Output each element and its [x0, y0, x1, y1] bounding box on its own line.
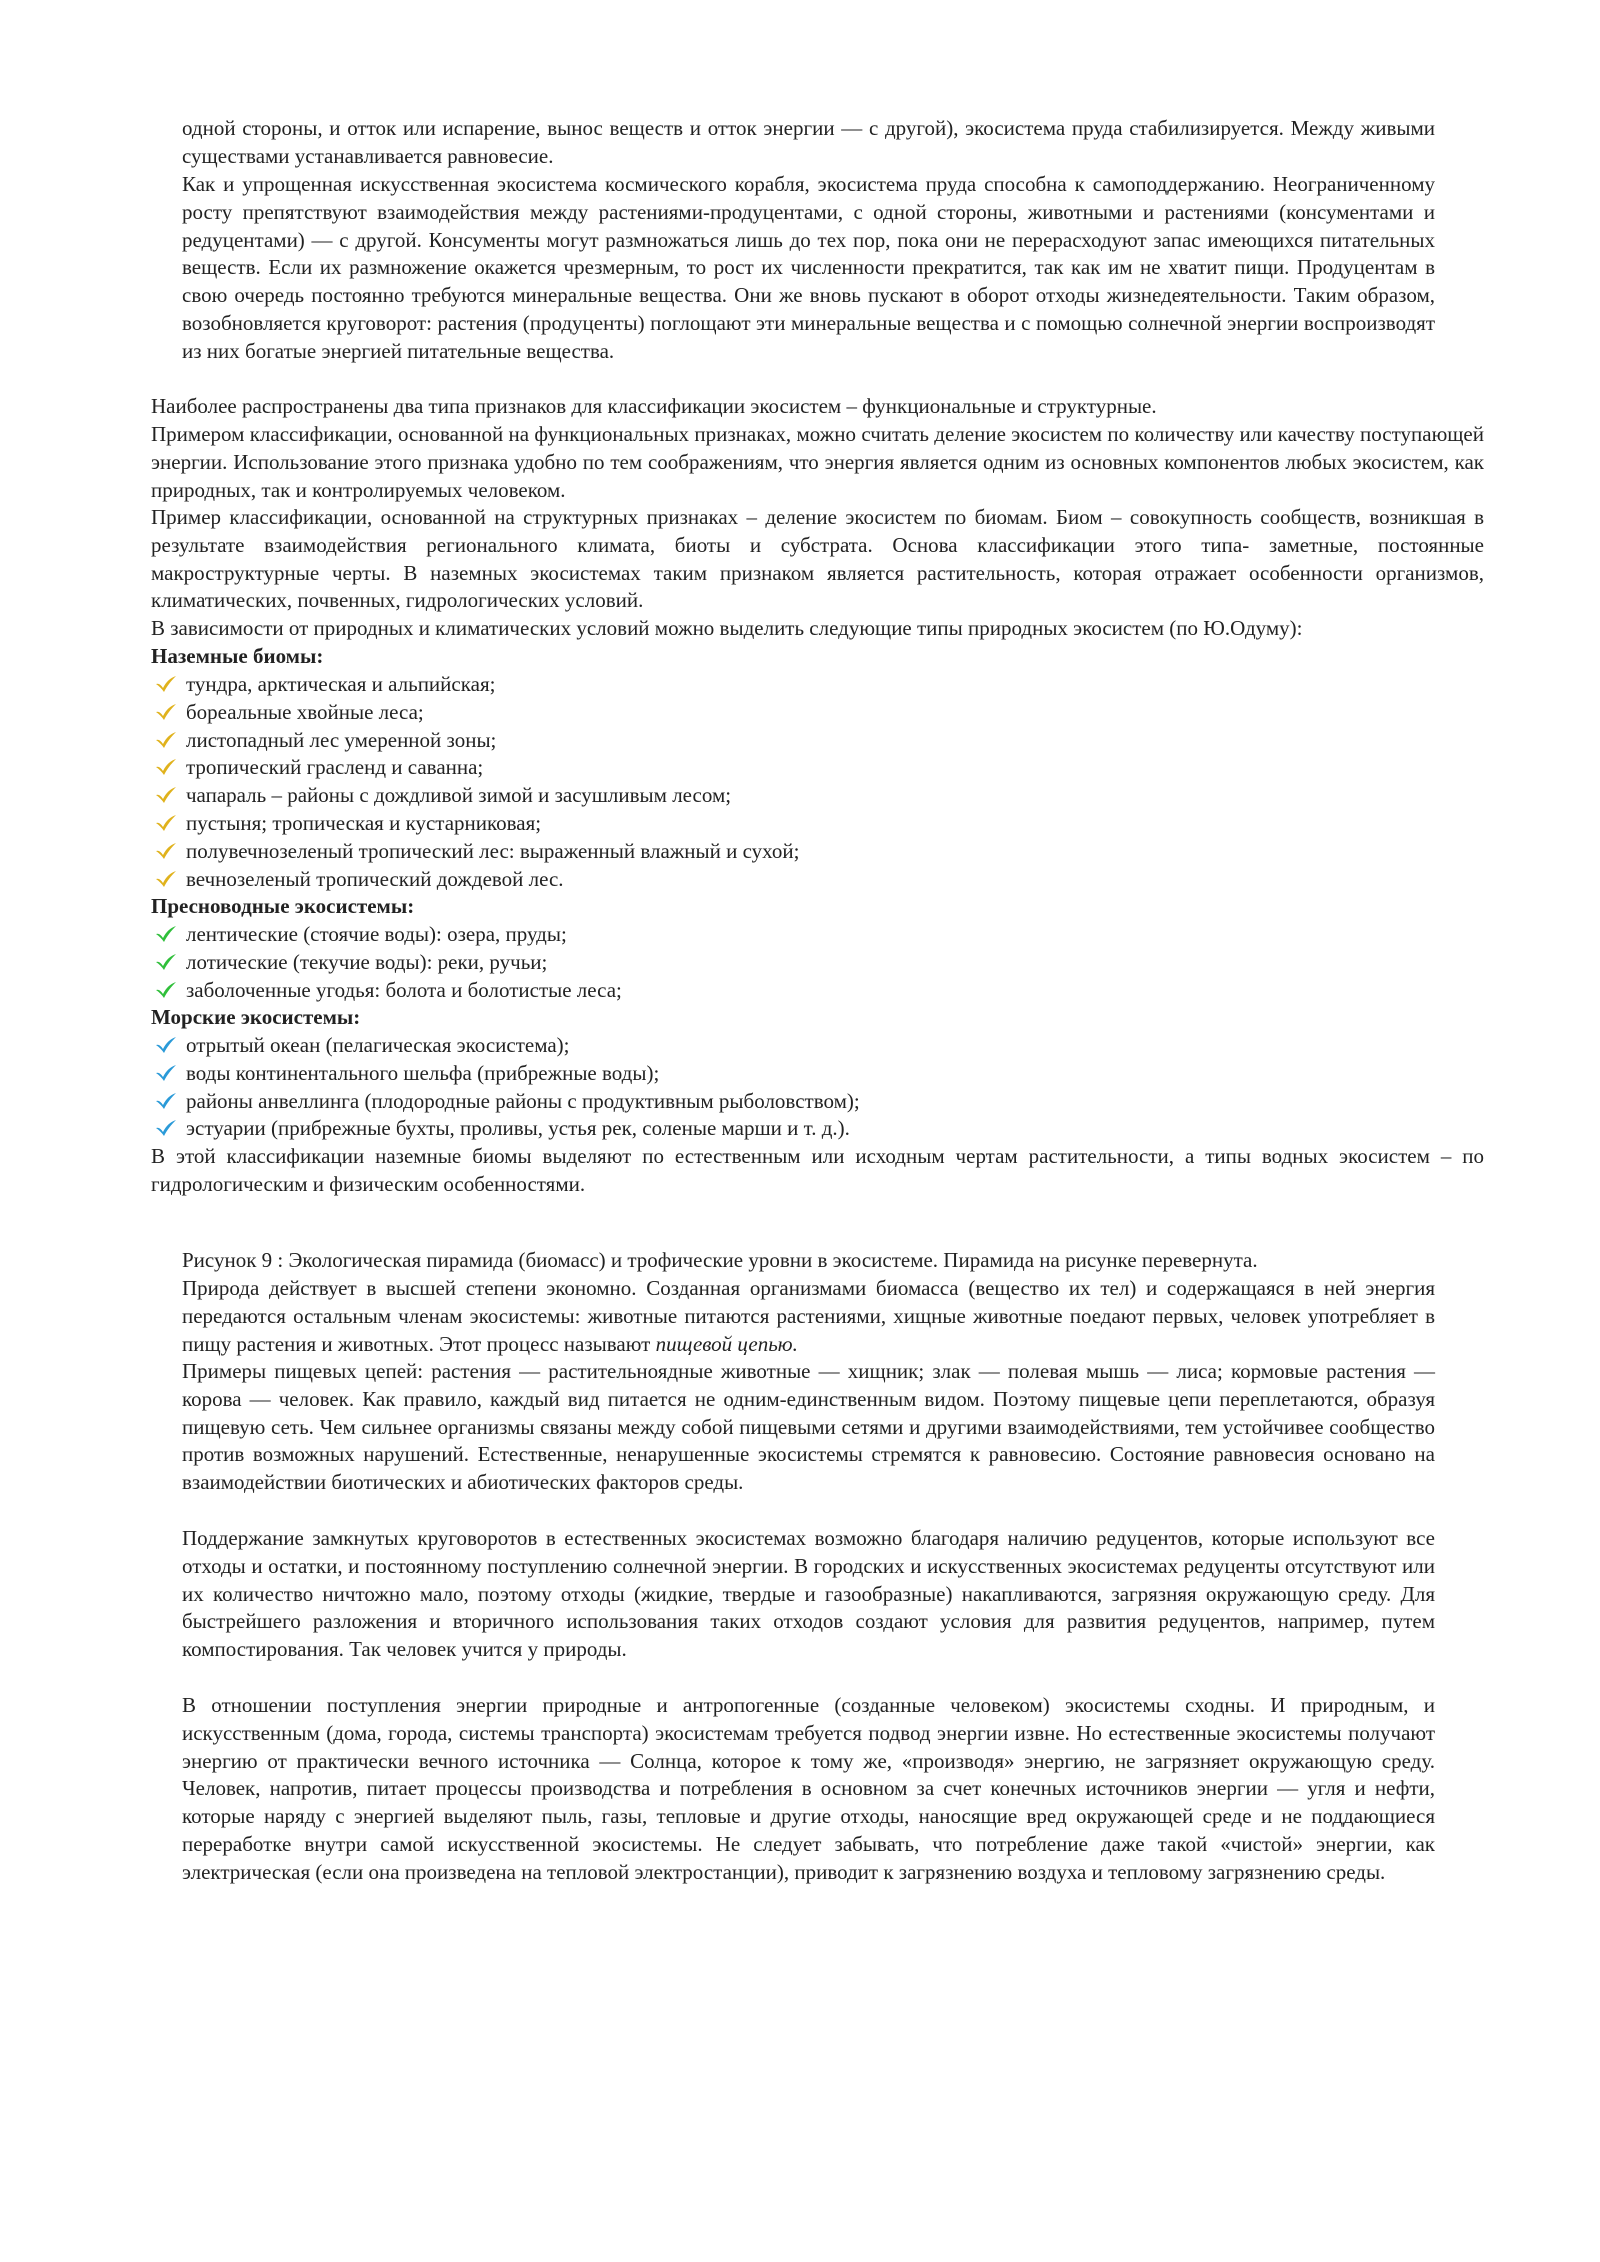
list-land-biomes [151, 671, 799, 893]
list-item-text: полувечнозеленый тропический лес: выраженный влажный и сухой; [186, 838, 800, 863]
food-chain-text: Природа действует в высшей степени экономно. Созданная организмами биомасса (вещество их тел) и содержащаяся в ней энергия передаются остальным членам экосистемы: животные питаются растениями, хищные животные поедают первых, человек употребляет в пищу растения и животных. Этот процесс называют [182, 1276, 1435, 1356]
list-item [151, 727, 799, 755]
list-item [151, 1115, 860, 1143]
checkmark-icon [155, 702, 177, 722]
list-item-text: лентические (стоячие воды): озера, пруды; [186, 922, 567, 946]
heading-marine: Морские экосистемы: [151, 1005, 361, 1029]
list-item-text: районы анвеллинга (плодородные районы с продуктивным рыболовством); [186, 1088, 860, 1113]
list-item [151, 838, 799, 866]
checkmark-icon [155, 869, 177, 889]
list-marine [151, 1032, 860, 1143]
checkmark-icon [155, 841, 177, 861]
list-item [151, 921, 622, 949]
list-freshwater [151, 921, 622, 1004]
list-item [151, 866, 799, 894]
checkmark-icon [155, 757, 177, 777]
list-item [151, 754, 799, 782]
checkmark-icon [155, 1063, 177, 1083]
list-item-text: пустыня; тропическая и кустарниковая; [186, 810, 542, 835]
checkmark-icon [155, 785, 177, 805]
checkmark-icon [155, 1091, 177, 1111]
list-item [151, 1088, 860, 1116]
checkmark-icon [155, 813, 177, 833]
heading-land-biomes: Наземные биомы: [151, 644, 324, 668]
paragraph-energy-supply: В отношении поступления энергии природные и антропогенные (созданные человеком) экосистемы сходны. И природным, и искусственным (дома, города, системы транспорта) экосистемам требуется подвод энергии извне. Но естественные экосистемы получают энергию от практически вечного источника — Солнца, которое к тому же, «производя» энергию, не загрязняет окружающую среду. Человек, напротив, питает процессы производства и потребления в основном за счет конечных источников энергии — угля и нефти, которые наряду с энергией выделяют пыль, газы, тепловые и другие отходы, наносящие вред окружающей среде и не поддающиеся переработке внутри самой искусственной экосистемы. Не следует забывать, что потребление даже такой «чистой» энергии, как электрическая (если она произведена на тепловой электростанции), приводит к загрязнению воздуха и тепловому загрязнению среды. [182, 1693, 1435, 1884]
list-item [151, 1060, 860, 1088]
paragraph-odum-types: В зависимости от природных и климатических условий можно выделить следующие типы природных экосистем (по Ю.Одуму): [151, 616, 1303, 640]
list-item [151, 810, 799, 838]
list-item-text: лотические (текучие воды): реки, ручьи; [186, 949, 548, 974]
heading-freshwater: Пресноводные экосистемы: [151, 894, 415, 918]
checkmark-icon [155, 1035, 177, 1055]
list-item [151, 949, 622, 977]
list-item-text: заболоченные угодья: болота и болотистые леса; [186, 977, 622, 1002]
paragraph-classification-summary: В этой классификации наземные биомы выделяют по естественным или исходным чертам растительности, а типы водных экосистем – по гидрологическим и физическим особенностями. [151, 1144, 1484, 1196]
food-chain-term: пищевой цепью. [655, 1331, 798, 1356]
list-item [151, 1032, 860, 1060]
paragraph-classification-types: Наиболее распространены два типа признаков для классификации экосистем – функциональные и структурные. [151, 394, 1157, 418]
list-item [151, 699, 799, 727]
checkmark-icon [155, 980, 177, 1000]
checkmark-icon [155, 1118, 177, 1138]
list-item-text: листопадный лес умеренной зоны; [186, 727, 497, 752]
list-item-text: вечнозеленый тропический дождевой лес. [186, 866, 564, 891]
paragraph-functional-classification: Примером классификации, основанной на функциональных признаках, можно считать деление экосистем по количеству или качеству поступающей энергии. Использование этого признака удобно по тем соображениям, что энергия является одним из основных компонентов любых экосистем, как природных, так и контролируемых человеком. [151, 422, 1484, 502]
list-item-text: бореальные хвойные леса; [186, 699, 424, 724]
checkmark-icon [155, 674, 177, 694]
figure-caption: Рисунок 9 : Экологическая пирамида (биомасс) и трофические уровни в экосистеме. Пирамида на рисунке перевернута. [182, 1248, 1258, 1272]
list-item [151, 782, 799, 810]
list-item-text: тропический грасленд и саванна; [186, 755, 484, 780]
paragraph-self-maintenance: Как и упрощенная искусственная экосистема космического корабля, экосистема пруда способна к самоподдержанию. Неограниченному росту препятствуют взаимодействия между растениями-продуцентами, с одной стороны, животными и растениями (консументами и редуцентами) — с другой. Консументы могут размножаться лишь до тех пор, пока они не перерасходуют запас имеющихся питательных веществ. Если их размножение окажется чрезмерным, то рост их численности прекратится, так как им не хватит пищи. Продуцентам в свою очередь постоянно требуются минеральные вещества. Они же вновь пускают в оборот отходы жизнедеятельности. Таким образом, возобновляется круговорот: растения (продуценты) поглощают эти минеральные вещества и с помощью солнечной энергии воспроизводят из них богатые энергией питательные вещества. [182, 172, 1435, 363]
list-item [151, 671, 799, 699]
list-item-text: отрытый океан (пелагическая экосистема); [186, 1033, 570, 1057]
list-item-text: эстуарии (прибрежные бухты, проливы, устья рек, соленые марши и т. д.). [186, 1116, 850, 1141]
paragraph-food-web: Примеры пищевых цепей: растения — растительноядные животные — хищник; злак — полевая мышь — лиса; кормовые растения — корова — человек. Как правило, каждый вид питается не одним-единственным видом. Поэтому пищевые цепи переплетаются, образуя пищевую сеть. Чем сильнее организмы связаны между собой пищевыми сетями и другими взаимодействиями, тем устойчивее сообщество против возможных нарушений. Естественные, ненарушенные экосистемы стремятся к равновесию. Состояние равновесия основано на взаимодействии биотических и абиотических факторов среды. [182, 1359, 1435, 1495]
paragraph-food-chain [182, 1275, 1435, 1358]
paragraph-pond-stability: одной стороны, и отток или испарение, вынос веществ и отток энергии — с другой), экосистема пруда стабилизируется. Между живыми существами устанавливается равновесие. [182, 116, 1435, 168]
paragraph-structural-classification: Пример классификации, основанной на структурных признаках – деление экосистем по биомам. Биом – совокупность сообществ, возникшая в результате взаимодействия регионального климата, биоты и субстрата. Основа классификации этого типа- заметные, постоянные макроструктурные черты. В наземных экосистемах таким признаком является растительность, которая отражает особенности организмов, климатических, почвенных, гидрологических условий. [151, 505, 1484, 613]
list-item-text: воды континентального шельфа (прибрежные воды); [186, 1060, 660, 1085]
list-item [151, 977, 622, 1005]
list-item-text: чапараль – районы с дождливой зимой и засушливым лесом; [186, 783, 732, 808]
list-item-text: тундра, арктическая и альпийская; [186, 672, 496, 696]
checkmark-icon [155, 730, 177, 750]
checkmark-icon [155, 952, 177, 972]
paragraph-decomposers: Поддержание замкнутых круговоротов в естественных экосистемах возможно благодаря наличию редуцентов, которые используют все отходы и остатки, и постоянному поступлению солнечной энергии. В городских и искусственных экосистемах редуценты отсутствуют или их количество ничтожно мало, поэтому отходы (жидкие, твердые и газообразные) накапливаются, загрязняя окружающую среду. Для быстрейшего разложения и вторичного использования таких отходов создают условия для развития редуцентов, например, путем компостирования. Так человек учится у природы. [182, 1526, 1435, 1662]
checkmark-icon [155, 924, 177, 944]
